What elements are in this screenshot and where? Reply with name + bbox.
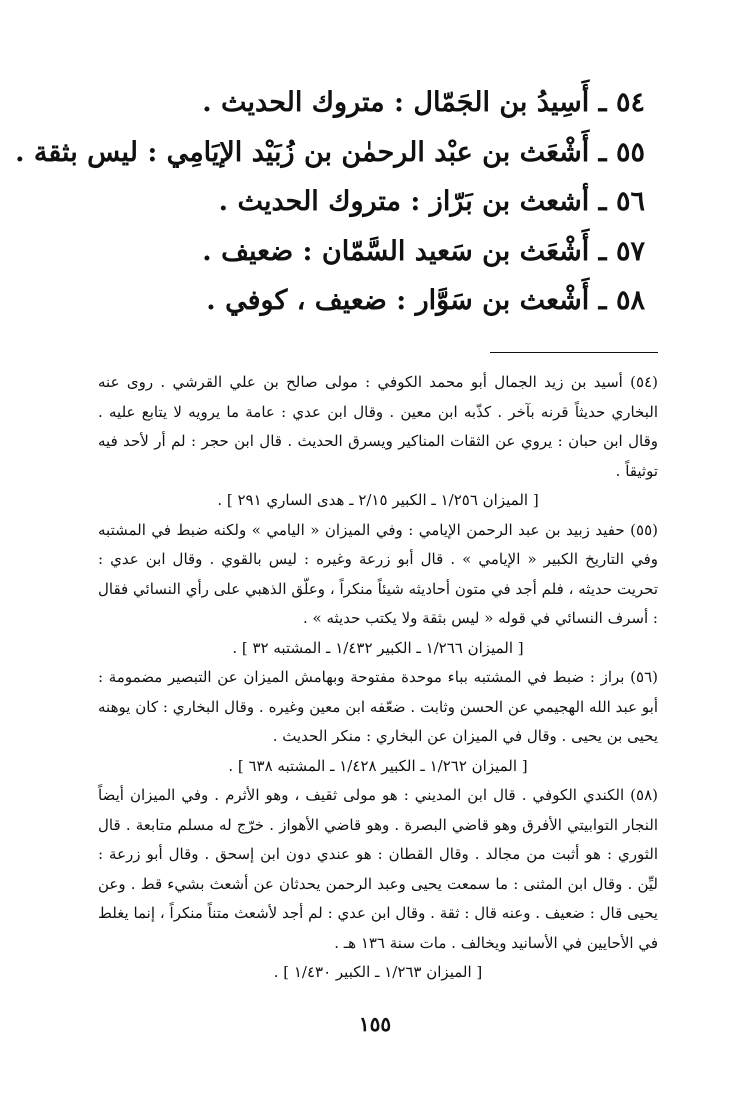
- footnote-58-text: (٥٨) الكندي الكوفي . قال ابن المديني : هو مولى ثقيف ، وهو الأثرم . وفي الميزان أيضاً النجار التوابيتي الأفرق وهو قاضي البصرة . وهو قاضي الأهواز . خرّج له مسلم متابعة . قال الثوري : هو أثبت من مجالد . وقال القطان : هو عندي دون ابن إسحق . وقال أبو زرعة : ليِّن . وقال ابن المثنى : ما سمعت يحيى وعبد الرحمن يحدثان عن أشعث بشيء قط . وعن يحيى قال : ضعيف . وعنه قال : ثقة . وقال ابن عدي : لم أجد لأشعث متناً منكراً ، إنما يغلط في الأحايين في الأسانيد ويخالف . مات سنة ١٣٦ هـ .: [98, 786, 658, 952]
- footnote-54: [98, 368, 658, 516]
- page-number: ١٥٥: [358, 1012, 392, 1036]
- footnote-56: [98, 663, 658, 781]
- footnote-58-reference: [ الميزان ١/٢٦٣ ـ الكبير ١/٤٣٠ ] .: [273, 963, 483, 981]
- entry-54: ٥٤ ـ أَسِيدُ بن الجَمّال : متروك الحديث .: [202, 87, 645, 118]
- entry-55: ٥٥ ـ أَشْعَث بن عبْد الرحمٰن بن زُبَيْد الإيَامِي : ليس بثقة .: [15, 136, 645, 168]
- footnote-55: [98, 516, 658, 664]
- footnote-55-reference: [ الميزان ١/٢٦٦ ـ الكبير ١/٤٣٢ ـ المشتبه ٣٢ ] .: [232, 638, 524, 657]
- footnote-58: [98, 781, 658, 988]
- footnote-55-text: (٥٥) حفيد زبيد بن عبد الرحمن الإيامي : وفي الميزان « اليامي » ولكنه ضبط في المشتبه وفي التاريخ الكبير « الإيامي » . قال أبو زرعة وغيره : ليس بالقوي . وقال ابن عدي : تحريت حديثه ، فلم أجد في متون أحاديثه شيئاً منكراً ، وعلّق الذهبي على رأي النسائي فقال : أسرف النسائي في قوله « ليس بثقة ولا يكتب حديثه » .: [98, 520, 658, 627]
- entries-list: [15, 78, 645, 326]
- footnote-56-text: (٥٦) براز : ضبط في المشتبه بباء موحدة مفتوحة وبهامش الميزان عن التبصير مضمومة : أبو عبد الله الهجيمي عن الحسن وثابت . ضعّفه ابن معين وغيره . وقال البخاري : كان يوهنه يحيى بن يحيى . وقال في الميزان عن البخاري : منكر الحديث .: [98, 668, 658, 745]
- footnote-divider: [490, 352, 658, 353]
- footnote-54-reference: [ الميزان ١/٢٥٦ ـ الكبير ٢/١٥ ـ هدى الساري ٢٩١ ] .: [217, 491, 539, 509]
- footnotes: [98, 368, 658, 988]
- entry-56: ٥٦ ـ أشعث بن بَرّاز : متروك الحديث .: [218, 186, 645, 217]
- footnote-54-text: (٥٤) أسيد بن زيد الجمال أبو محمد الكوفي : مولى صالح بن علي القرشي . روى عنه البخاري حديثاً قرنه بآخر . كذّبه ابن معين . وقال ابن عدي : عامة ما يرويه لا يتابع عليه . وقال ابن حبان : يروي عن الثقات المناكير ويسرق الحديث . قال ابن حجر : لم أر لأحد فيه توثيقاً .: [98, 373, 658, 480]
- entry-58: ٥٨ ـ أَشْعث بن سَوَّار : ضعيف ، كوفي .: [206, 285, 645, 316]
- footnote-56-reference: [ الميزان ١/٢٦٢ ـ الكبير ١/٤٢٨ ـ المشتبه ٦٣٨ ] .: [228, 756, 528, 775]
- entry-57: ٥٧ ـ أَشْعَث بن سَعيد السَّمّان : ضعيف .: [202, 235, 645, 267]
